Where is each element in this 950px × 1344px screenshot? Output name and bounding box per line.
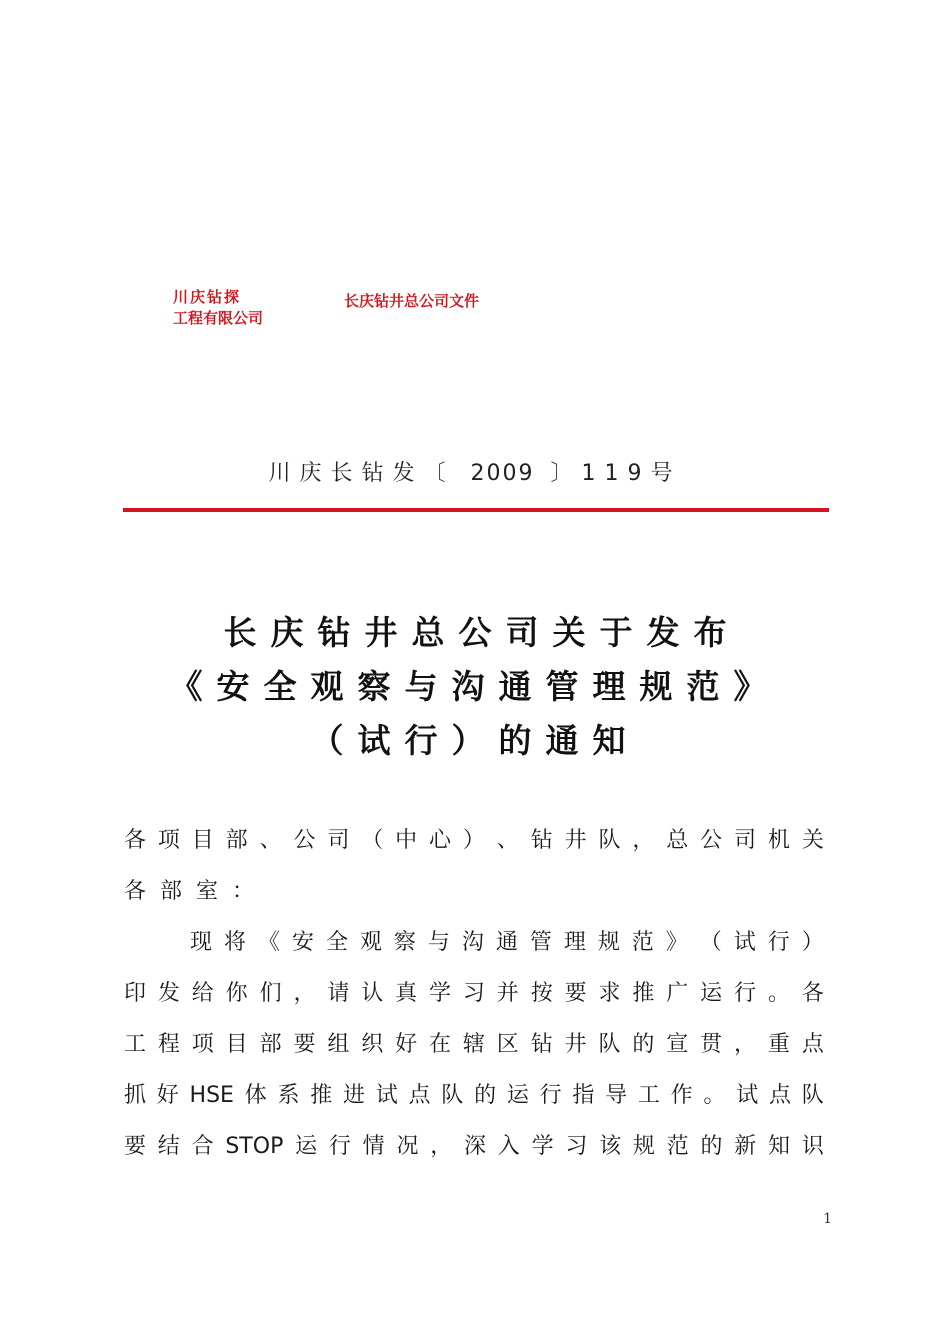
body-char: 机 — [767, 828, 790, 853]
body-char: 合 — [191, 1134, 214, 1159]
body-char: STOP — [225, 1134, 284, 1159]
body-char: 作 — [670, 1083, 693, 1108]
body-char: ） — [801, 930, 824, 955]
body-char: ） — [462, 828, 485, 853]
body-char: 导 — [605, 1083, 628, 1108]
body-char: 试 — [736, 1083, 759, 1108]
body-char: （ — [361, 828, 384, 853]
body-line-6 — [124, 1070, 824, 1121]
body-char: 公 — [700, 828, 723, 853]
body-char: 学 — [429, 981, 452, 1006]
body-line-7 — [124, 1121, 824, 1172]
body-char: 队 — [598, 1032, 621, 1057]
body-char: （ — [699, 930, 722, 955]
body-char: 在 — [429, 1032, 452, 1057]
body-char: 要 — [293, 1032, 316, 1057]
body-char: 抓 — [124, 1083, 147, 1108]
body-char: 印 — [124, 981, 147, 1006]
body-char: 规 — [597, 930, 620, 955]
body-char: 室 — [196, 879, 219, 904]
body-char: 系 — [277, 1083, 300, 1108]
body-char: 。 — [767, 981, 790, 1006]
body-char: 《 — [257, 930, 280, 955]
body-char: 学 — [531, 1134, 554, 1159]
body-char: 认 — [361, 981, 384, 1006]
body-char: 范 — [631, 930, 654, 955]
body-char: 公 — [293, 828, 316, 853]
body-char: 按 — [530, 981, 553, 1006]
body-char: 行 — [734, 981, 757, 1006]
body-char: 钻 — [530, 828, 553, 853]
body-char: 辖 — [462, 1032, 485, 1057]
body-char: 管 — [529, 930, 552, 955]
body-char: 通 — [495, 930, 518, 955]
body-char: 、 — [259, 828, 282, 853]
body-char: 织 — [361, 1032, 384, 1057]
body-char: ， — [293, 981, 316, 1006]
doc-number-suffix: 〕119号 — [550, 461, 682, 486]
body-char: 全 — [325, 930, 348, 955]
body-char: 部 — [225, 828, 248, 853]
body-char: 各 — [801, 981, 824, 1006]
body-char: 要 — [124, 1134, 147, 1159]
body-char: 深 — [464, 1134, 487, 1159]
body-char: 现 — [190, 930, 213, 955]
doc-number-year: 2009 — [470, 461, 535, 486]
body-char: 项 — [157, 828, 180, 853]
body-char: 广 — [666, 981, 689, 1006]
title-line-2: 《安全观察与沟通管理规范》 — [169, 667, 781, 706]
body-char: 队 — [441, 1083, 464, 1108]
body-char: 运 — [700, 981, 723, 1006]
body-char: 队 — [598, 828, 621, 853]
body-line-4 — [124, 968, 824, 1019]
body-line-3 — [124, 917, 824, 968]
body-char: 重 — [767, 1032, 790, 1057]
body-char: 程 — [157, 1032, 180, 1057]
body-char: 行 — [328, 1134, 351, 1159]
body-char: 组 — [327, 1032, 350, 1057]
body-char: 宣 — [666, 1032, 689, 1057]
body-char: 好 — [156, 1083, 179, 1108]
body-char: 行 — [767, 930, 790, 955]
body-text — [124, 815, 824, 1172]
body-char: 你 — [225, 981, 248, 1006]
body-char: 知 — [768, 1134, 791, 1159]
body-char: 点 — [408, 1083, 431, 1108]
body-char: 并 — [496, 981, 519, 1006]
body-char: 情 — [362, 1134, 385, 1159]
body-char: 推 — [632, 981, 655, 1006]
body-char: 目 — [191, 828, 214, 853]
body-char: 的 — [474, 1083, 497, 1108]
body-char: 推 — [310, 1083, 333, 1108]
body-char: 。 — [703, 1083, 726, 1108]
company-name-line1: 川庆钻探 — [173, 288, 242, 306]
body-line-2 — [124, 866, 824, 917]
body-char: 点 — [801, 1032, 824, 1057]
body-char: 关 — [801, 828, 824, 853]
body-char: 运 — [295, 1134, 318, 1159]
body-char: 点 — [768, 1083, 791, 1108]
body-char: 司 — [327, 828, 350, 853]
body-char: 给 — [191, 981, 214, 1006]
title-line-3: （试行）的通知 — [310, 721, 640, 760]
body-char: 求 — [598, 981, 621, 1006]
body-char: 习 — [462, 981, 485, 1006]
body-line-1 — [124, 815, 824, 866]
body-char: 理 — [563, 930, 586, 955]
body-char: 况 — [396, 1134, 419, 1159]
title-line-1: 长庆钻井总公司关于发布 — [223, 613, 741, 652]
body-char: 部 — [259, 1032, 282, 1057]
document-title — [0, 606, 950, 768]
document-type-heading: 长庆钻井总公司文件 — [344, 292, 480, 310]
body-char: 规 — [632, 1134, 655, 1159]
body-char: 该 — [599, 1134, 622, 1159]
body-char: HSE — [189, 1083, 234, 1108]
issuing-company — [173, 287, 263, 329]
body-char: 与 — [427, 930, 450, 955]
body-char: 请 — [327, 981, 350, 1006]
body-char: 发 — [157, 981, 180, 1006]
body-char: 要 — [564, 981, 587, 1006]
body-char: 部 — [160, 879, 183, 904]
body-char: 真 — [395, 981, 418, 1006]
body-char: 好 — [395, 1032, 418, 1057]
body-char: 察 — [393, 930, 416, 955]
body-char: 队 — [801, 1083, 824, 1108]
body-char: 目 — [225, 1032, 248, 1057]
body-char: ， — [734, 1032, 757, 1057]
doc-number-prefix: 川庆长钻发〔 — [268, 461, 455, 486]
body-char: 心 — [429, 828, 452, 853]
body-char: 井 — [564, 828, 587, 853]
body-char: ， — [430, 1134, 453, 1159]
body-char: ： — [232, 879, 255, 904]
red-separator-line — [123, 508, 829, 512]
body-char: 运 — [506, 1083, 529, 1108]
body-char: 指 — [572, 1083, 595, 1108]
body-char: 的 — [700, 1134, 723, 1159]
body-char: 区 — [496, 1032, 519, 1057]
body-char: 行 — [539, 1083, 562, 1108]
body-char: 钻 — [530, 1032, 553, 1057]
body-char: 新 — [734, 1134, 757, 1159]
body-char: 》 — [665, 930, 688, 955]
body-char: 贯 — [700, 1032, 723, 1057]
body-char: 入 — [497, 1134, 520, 1159]
body-char: 沟 — [461, 930, 484, 955]
body-char: 工 — [637, 1083, 660, 1108]
body-char: 结 — [157, 1134, 180, 1159]
page-number: 1 — [823, 1211, 832, 1227]
body-char: 试 — [375, 1083, 398, 1108]
body-char: 司 — [734, 828, 757, 853]
body-char: 们 — [259, 981, 282, 1006]
body-char: 范 — [666, 1134, 689, 1159]
document-number — [0, 456, 950, 487]
body-char: 中 — [395, 828, 418, 853]
body-char: 习 — [565, 1134, 588, 1159]
body-char: ， — [632, 828, 655, 853]
body-line-5 — [124, 1019, 824, 1070]
company-name-line2: 工程有限公司 — [173, 309, 264, 327]
body-char: 各 — [124, 828, 147, 853]
body-char: 的 — [632, 1032, 655, 1057]
body-char: 工 — [124, 1032, 147, 1057]
body-char: 观 — [359, 930, 382, 955]
body-char: 项 — [191, 1032, 214, 1057]
body-char: 总 — [666, 828, 689, 853]
body-char: 、 — [496, 828, 519, 853]
body-char: 井 — [564, 1032, 587, 1057]
body-char: 试 — [733, 930, 756, 955]
body-char: 识 — [801, 1134, 824, 1159]
body-char: 安 — [291, 930, 314, 955]
body-char: 体 — [244, 1083, 267, 1108]
body-char: 进 — [343, 1083, 366, 1108]
body-char: 将 — [223, 930, 246, 955]
body-char: 各 — [124, 879, 147, 904]
